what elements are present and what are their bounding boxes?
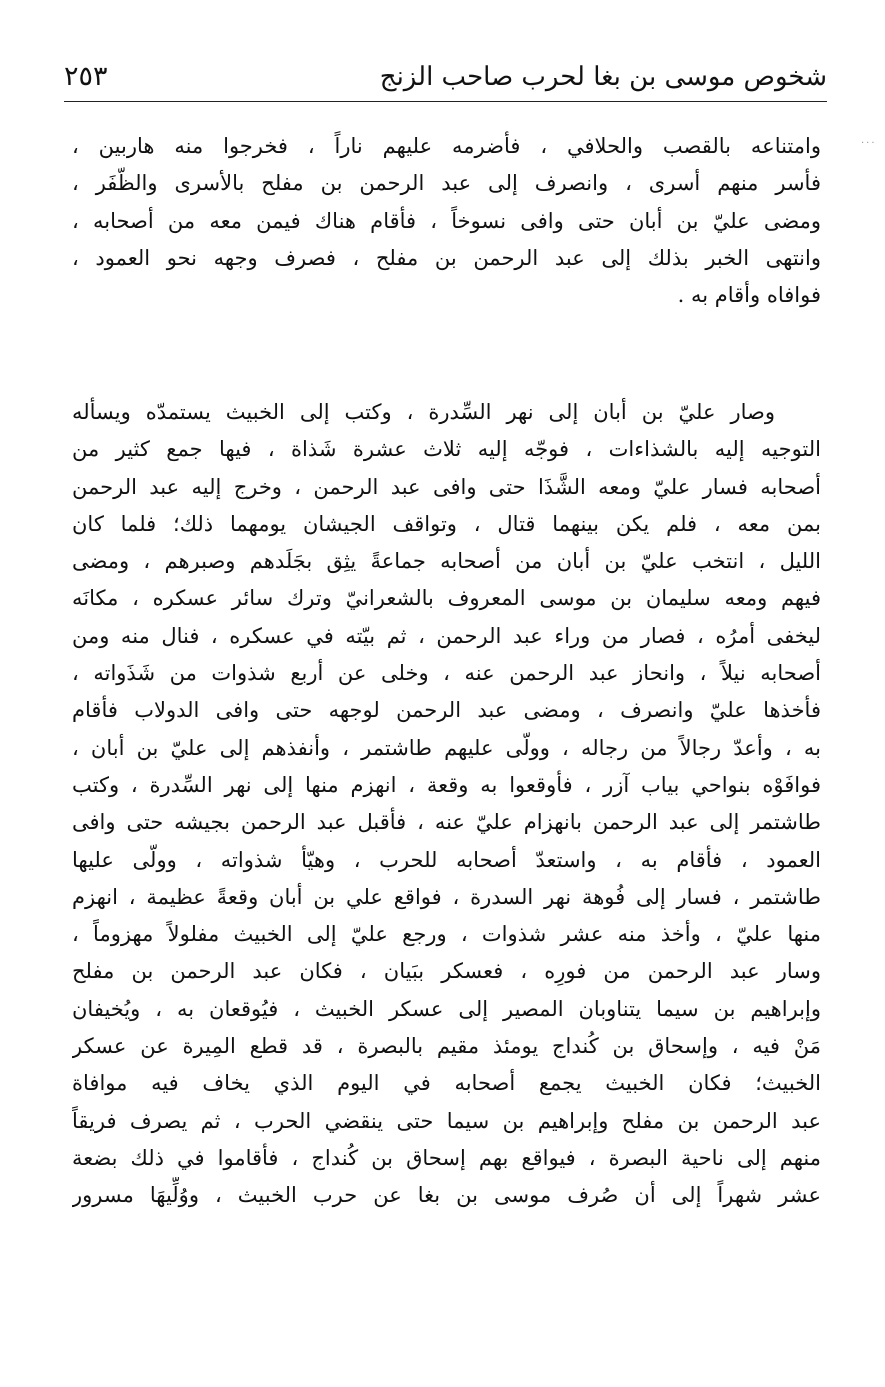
text-line: العمود ، فأقام به ، واستعدّ أصحابه للحرب ، وهيّأ شذواته ، وولّى عليها bbox=[72, 847, 821, 872]
text-line: وإبراهيم بن سيما يتناوبان المصير إلى عسكر الخبيث ، فيُوقعان به ، ويُخيفان bbox=[72, 996, 821, 1021]
text-line: وانتهى الخبر بذلك إلى عبد الرحمن بن مفلح ، فصرف وجهه نحو العمود ، bbox=[72, 245, 821, 270]
text-line: فوافاه وأقام به . bbox=[677, 283, 821, 308]
page-header bbox=[64, 58, 827, 102]
text-line: عبد الرحمن بن مفلح وإبراهيم بن سيما حتى ينقضي الحرب ، ثم يصرف فريقاً bbox=[72, 1108, 821, 1133]
text-line: الليل ، انتخب عليّ بن أبان من أصحابه جماعةً يثِق بجَلَدهم وصبرهم ، ومضى bbox=[72, 549, 821, 574]
text-line: وصار عليّ بن أبان إلى نهر السِّدرة ، وكتب إلى الخبيث يستمدّه ويسأله bbox=[72, 400, 775, 424]
page-number: ٢٥٣ bbox=[64, 61, 108, 92]
text-line: به ، وأعدّ رجالاً من رجاله ، وولّى عليهم طاشتمر ، وأنفذهم إلى عليّ بن أبان ، bbox=[72, 735, 821, 760]
text-line: مَنْ فيه ، وإسحاق بن كُنداج يومئذ مقيم بالبصرة ، قد قطع المِيرة عن عسكر bbox=[72, 1034, 821, 1059]
text-line: الخبيث؛ فكان الخبيث يجمع أصحابه في اليوم الذي يخاف فيه موافاة bbox=[72, 1071, 821, 1096]
text-line: عشر شهراً إلى أن صُرف موسى بن بغا عن حرب الخبيث ، ووُلِّيهَا مسرور bbox=[72, 1183, 821, 1208]
running-title: شخوص موسى بن بغا لحرب صاحب الزنج bbox=[379, 62, 827, 92]
text-line: طاشتمر ، فسار إلى فُوهة نهر السدرة ، فواقع علي بن أبان وقعةً عظيمة ، انهزم bbox=[72, 884, 821, 909]
header-rule bbox=[64, 101, 827, 102]
text-line: أصحابه فسار عليّ ومعه الشَّذَا حتى وافى عبد الرحمن ، وخرج إليه عبد الرحمن bbox=[72, 474, 821, 499]
text-line: فيهم ومعه سليمان بن موسى المعروف بالشعرانيّ وترك سائر عسكره ، مكانَه bbox=[72, 586, 821, 611]
margin-dots-decoration: ··· bbox=[861, 138, 877, 149]
text-line: أصحابه نيلاً ، وانحاز عبد الرحمن عنه ، وخلى عن أربع شذوات من شَذَواته ، bbox=[72, 661, 821, 686]
text-line: منها عليّ ، وأخذ منه عشر شذوات ، ورجع عليّ إلى الخبيث مفلولاً مهزوماً ، bbox=[72, 922, 821, 947]
text-line: فأسر منهم أسرى ، وانصرف إلى عبد الرحمن بن مفلح بالأسرى والظّفَر ، bbox=[72, 171, 821, 196]
text-line: طاشتمر إلى عبد الرحمن بانهزام عليّ عنه ، فأقبل عبد الرحمن بجيشه حتى وافى bbox=[72, 810, 821, 835]
text-line: التوجيه إليه بالشذاءات ، فوجّه إليه ثلاث عشرة شَذاة ، فيها جمع كثير من bbox=[72, 437, 821, 462]
text-line: منهم إلى ناحية البصرة ، فيواقع بهم إسحاق بن كُنداج ، فأقاموا في ذلك بضعة bbox=[72, 1145, 821, 1170]
paragraph-2 bbox=[72, 394, 821, 1215]
text-line: ومضى عليّ بن أبان حتى وافى نسوخاً ، فأقام هناك فيمن معه من أصحابه ، bbox=[72, 208, 821, 233]
text-line: بمن معه ، فلم يكن بينهما قتال ، وتواقف الجيشان يومهما ذلك؛ فلما كان bbox=[72, 511, 821, 536]
text-line: وامتناعه بالقصب والحلافي ، فأضرمه عليهم ناراً ، فخرجوا منه هاربين ، bbox=[72, 134, 821, 158]
paragraph-1 bbox=[72, 128, 821, 314]
text-line: فوافَوْه بنواحي بياب آزر ، فأوقعوا به وقعة ، انهزم منها إلى نهر السِّدرة ، وكتب bbox=[72, 772, 821, 797]
text-line: ليخفى أمرُه ، فصار من وراء عبد الرحمن ، ثم بيّته في عسكره ، فنال منه ومن bbox=[72, 623, 821, 648]
text-line: فأخذها عليّ وانصرف ، ومضى عبد الرحمن لوجهه حتى وافى الدولاب فأقام bbox=[72, 698, 821, 723]
text-line: وسار عبد الرحمن من فورِه ، فعسكر ببَيان ، فكان عبد الرحمن بن مفلح bbox=[72, 959, 821, 984]
